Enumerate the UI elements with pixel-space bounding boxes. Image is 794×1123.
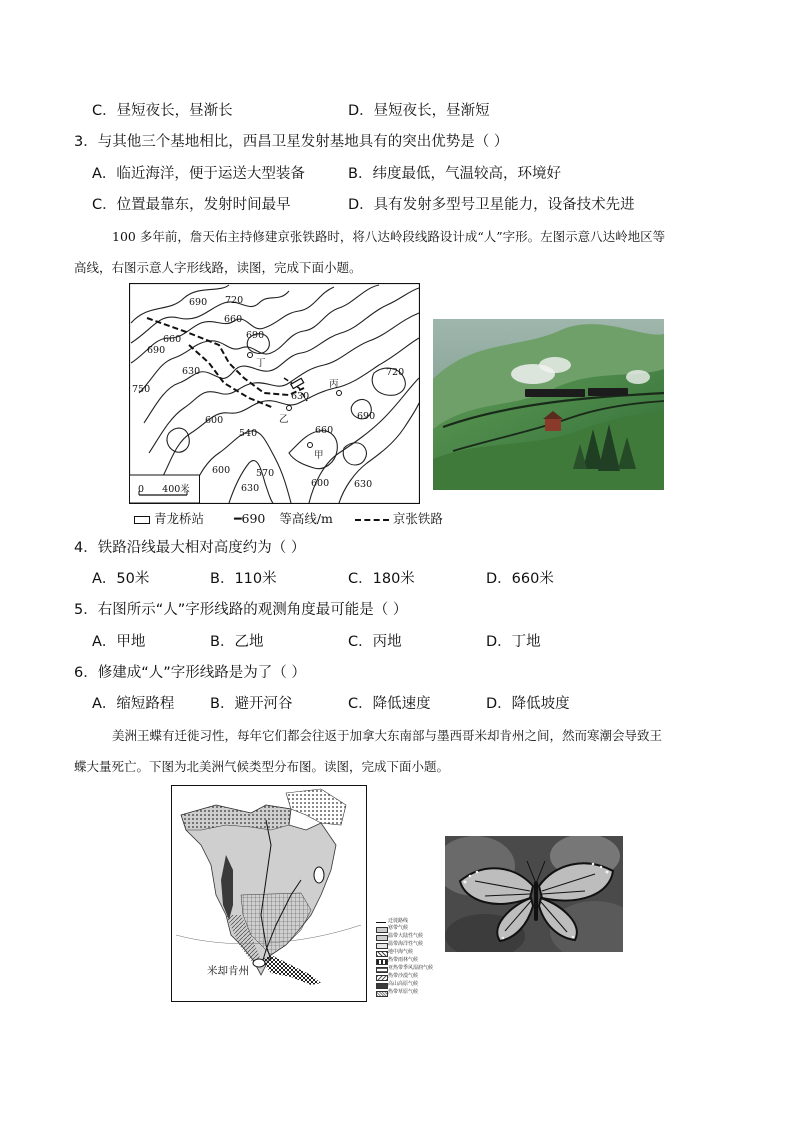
- contour-label: 630: [291, 391, 310, 402]
- legend-item: 温带海洋性气候: [388, 941, 424, 947]
- contour-label: 750: [132, 384, 151, 395]
- q3-option-d: D．具有发射多型号卫星能力，设备技术先进: [348, 197, 635, 213]
- point-jia: 甲: [314, 450, 324, 461]
- passage2-line1: 美洲王蝶有迁徙习性，每年它们都会往返于加拿大东南部与墨西哥米却肯州之间，然而寒潮会导致王: [112, 728, 663, 743]
- point-yi: 乙: [279, 414, 289, 425]
- point-ding: 丁: [256, 358, 266, 369]
- contour-label: 720: [386, 367, 405, 378]
- legend-item: 迁徙路线: [388, 918, 409, 924]
- q4-stem: 4．铁路沿线最大相对高度约为（ ）: [74, 540, 306, 556]
- q5-option-a: A．甲地: [92, 634, 146, 650]
- q3-option-b: B．纬度最低，气温较高，环境好: [348, 166, 561, 182]
- passage1-line2: 高线，右图示意人字形线路，读图，完成下面小题。: [74, 260, 362, 275]
- q4-option-b: B．110米: [210, 571, 277, 587]
- q6-stem: 6．修建成“人”字形线路是为了（ ）: [74, 665, 306, 681]
- station-symbol: [134, 516, 150, 524]
- q6-option-b: B．避开河谷: [210, 696, 293, 712]
- contour-map-svg: [129, 283, 420, 504]
- legend-item: 寒带气候: [388, 925, 409, 931]
- map-scale-label: 0 400米: [138, 484, 190, 495]
- contour-map: [129, 283, 420, 504]
- legend-contour: 等高线/m: [279, 511, 333, 526]
- q3-stem: 3．与其他三个基地相比，西昌卫星发射基地具有的突出优势是（ ）: [74, 134, 509, 150]
- contour-label: 600: [212, 465, 231, 476]
- point-bing: 丙: [329, 379, 339, 390]
- passage1-line1: 100 多年前，詹天佑主持修建京张铁路时，将八达岭段线路设计成“人”字形。左图示意八达岭地区等: [112, 229, 666, 244]
- legend-item: 地中海气候: [388, 949, 414, 955]
- q5-option-c: C．丙地: [348, 634, 402, 650]
- q3-option-a: A．临近海洋，便于运送大型装备: [92, 166, 305, 182]
- legend-item: 热带沙漠气候: [388, 973, 419, 979]
- climate-legend: [372, 918, 436, 1004]
- map-legend: [134, 509, 443, 527]
- contour-label: 720: [225, 295, 244, 306]
- q4-option-a: A．50米: [92, 571, 150, 587]
- q2-option-c: C．昼短夜长，昼渐长: [92, 103, 233, 119]
- contour-label: 630: [182, 366, 201, 377]
- railway-symbol: [355, 519, 389, 521]
- contour-line-symbol: ━: [233, 511, 242, 526]
- q6-option-d: D．降低坡度: [486, 696, 570, 712]
- zigzag-railway-painting: [433, 319, 664, 490]
- q6-option-c: C．降低速度: [348, 696, 431, 712]
- q2-option-d: D．昼短夜长，昼渐短: [348, 103, 490, 119]
- contour-label: 690: [147, 345, 166, 356]
- legend-item: 温带大陆性气候: [388, 933, 424, 939]
- legend-contour-value: 690: [241, 511, 266, 526]
- q5-option-d: D．丁地: [486, 634, 541, 650]
- michoacan-label: 米却肯州: [207, 965, 249, 977]
- q4-option-c: C．180米: [348, 571, 415, 587]
- contour-label: 600: [311, 478, 330, 489]
- contour-label: 630: [354, 479, 373, 490]
- legend-item: 高山高原气候: [388, 981, 419, 987]
- contour-label: 690: [246, 330, 265, 341]
- contour-label: 570: [256, 468, 275, 479]
- q4-option-d: D．660米: [486, 571, 554, 587]
- q5-stem: 5．右图所示“人”字形线路的观测角度最可能是（ ）: [74, 602, 408, 618]
- contour-label: 690: [189, 297, 208, 308]
- contour-label: 690: [357, 411, 376, 422]
- monarch-butterfly-photo: [445, 836, 623, 952]
- contour-label: 540: [239, 428, 258, 439]
- contour-label: 630: [241, 483, 260, 494]
- contour-label: 660: [163, 334, 182, 345]
- passage2-line2: 蝶大量死亡。下图为北美洲气候类型分布图。读图，完成下面小题。: [74, 759, 450, 774]
- contour-label: 600: [205, 415, 224, 426]
- butterfly-svg: [445, 836, 623, 952]
- railway-painting-svg: [433, 319, 664, 490]
- legend-item: 热带草原气候: [388, 989, 419, 995]
- q5-option-b: B．乙地: [210, 634, 264, 650]
- legend-item: 亚热带季风湿润气候: [388, 965, 434, 971]
- north-america-climate-map: [171, 785, 367, 1002]
- q6-option-a: A．缩短路程: [92, 696, 175, 712]
- contour-label: 660: [224, 314, 243, 325]
- q3-option-c: C．位置最靠东，发射时间最早: [92, 197, 291, 213]
- legend-station: 青龙桥站: [154, 511, 205, 526]
- na-map-svg: [171, 785, 367, 1002]
- contour-label: 660: [315, 425, 334, 436]
- legend-item: 热带雨林气候: [388, 957, 419, 963]
- legend-railway: 京张铁路: [392, 511, 443, 526]
